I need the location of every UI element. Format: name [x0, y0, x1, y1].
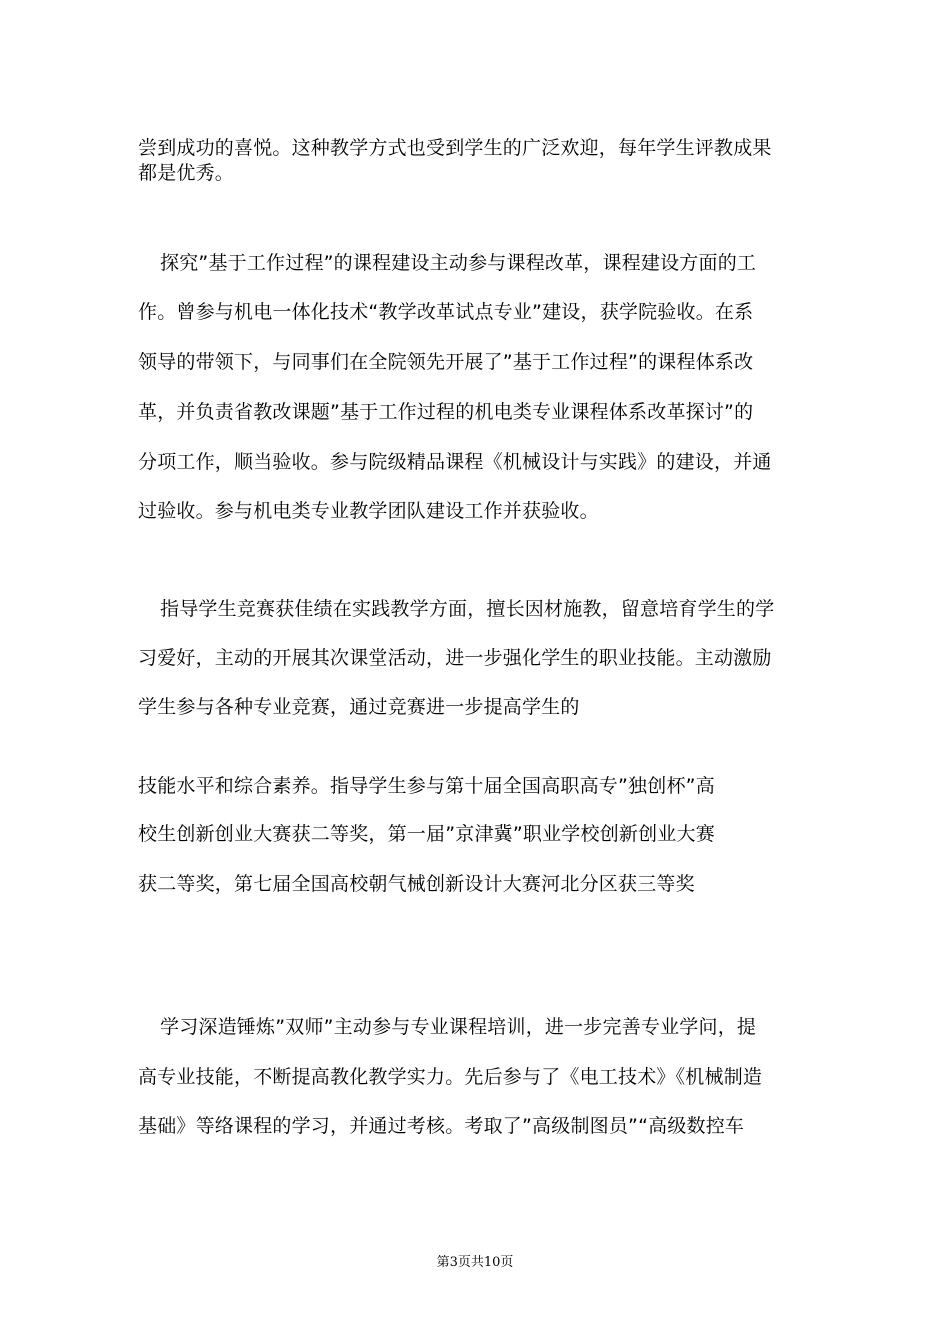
text-line: 校生创新创业大赛获二等奖，第一届”京津冀”职业学校创新创业大赛 — [138, 823, 715, 845]
text-line: 学生参与各种专业竞赛，通过竞赛进一步提高学生的 — [138, 696, 580, 718]
text-line: 技能水平和综合素养。指导学生参与第十届全国高职高专”独创杯”高 — [138, 775, 715, 797]
text-line: 获二等奖，第七届全国高校朝气械创新设计大赛河北分区获三等奖 — [138, 873, 695, 895]
page-number-footer: 第3页共10页 — [436, 1255, 514, 1270]
text-line: 高专业技能，不断提高教化教学实力。先后参与了《电工技术》《机械制造 — [138, 1066, 763, 1088]
text-line: 都是优秀。 — [138, 162, 235, 184]
text-line: 领导的带领下，与同事们在全院领先开展了”基于工作过程”的课程体系改 — [138, 351, 754, 373]
text-line: 习爱好，主动的开展其次课堂活动，进一步强化学生的职业技能。主动激励 — [138, 647, 772, 669]
text-line: 过验收。参与机电类专业教学团队建设工作并获验收。 — [138, 500, 599, 522]
text-line: 作。曾参与机电一体化技术“教学改革试点专业”建设，获学院验收。在系 — [138, 301, 754, 323]
text-line: 探究”基于工作过程”的课程建设主动参与课程改革，课程建设方面的工 — [160, 252, 757, 274]
text-line: 尝到成功的喜悦。这种教学方式也受到学生的广泛欢迎，每年学生评教成果 — [138, 137, 772, 159]
text-line: 指导学生竞赛获佳绩在实践教学方面，擅长因材施教，留意培育学生的学 — [160, 598, 775, 620]
text-line: 学习深造锤炼”双师”主动参与专业课程培训，进一步完善专业学问，提 — [160, 1016, 757, 1038]
text-line: 分项工作，顺当验收。参与院级精品课程《机械设计与实践》的建设，并通 — [138, 451, 772, 473]
text-line: 革，并负责省教改课题”基于工作过程的机电类专业课程体系改革探讨”的 — [138, 401, 754, 423]
text-line: 基础》等络课程的学习，并通过考核。考取了”高级制图员”“高级数控车 — [138, 1115, 745, 1137]
